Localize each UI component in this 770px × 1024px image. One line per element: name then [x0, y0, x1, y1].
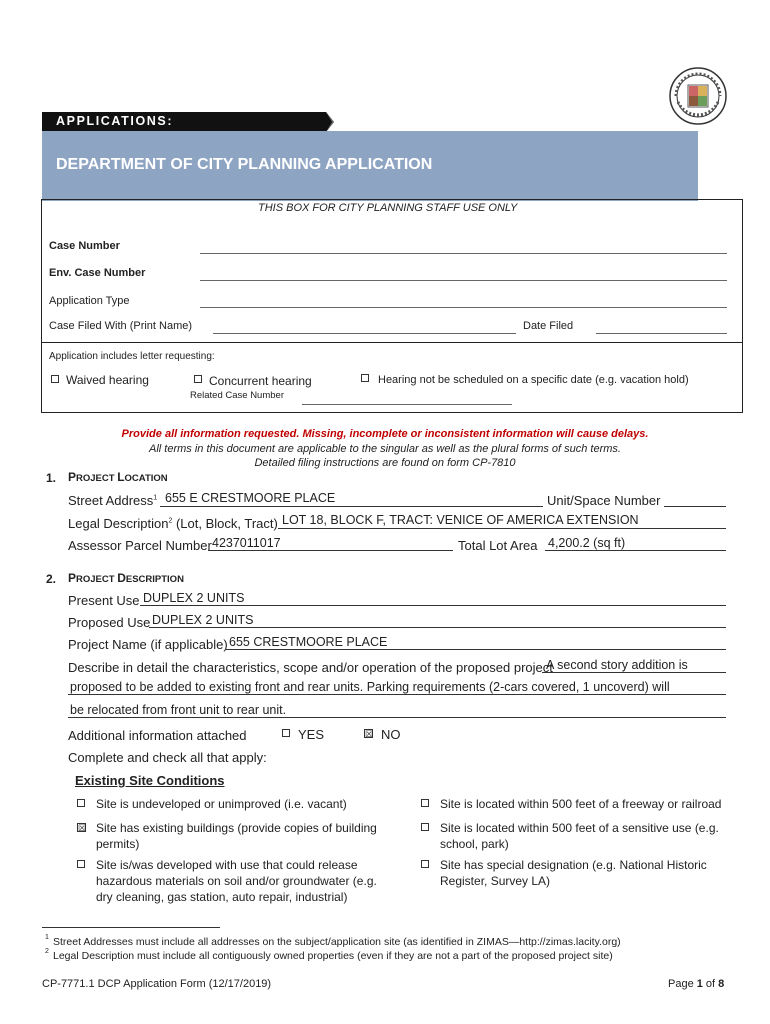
waived-hearing-checkbox[interactable]	[51, 375, 59, 383]
special-designation-label-1: Site has special designation (e.g. National Historic	[440, 858, 707, 872]
footnote-divider	[42, 927, 220, 928]
date-filed-field[interactable]	[596, 333, 727, 334]
date-filed-label: Date Filed	[523, 320, 574, 332]
sensitive-use-label-2: school, park)	[440, 837, 509, 851]
apn-value: 4237011017	[212, 536, 281, 550]
application-type-label: Application Type	[49, 295, 130, 307]
apn-label: Assessor Parcel Number	[68, 538, 212, 553]
present-use-value: DUPLEX 2 UNITS	[143, 591, 245, 605]
project-name-label: Project Name (if applicable)	[68, 637, 228, 652]
project-name-field[interactable]	[226, 649, 726, 650]
case-number-label: Case Number	[49, 240, 120, 252]
additional-info-no-label: NO	[381, 727, 401, 742]
hazardous-label-2: hazardous materials on soil and/or groundwater (e.g.	[96, 874, 377, 888]
section1-title: PROJECT LOCATION	[68, 470, 168, 484]
instructions-notice: Detailed filing instructions are found on form CP-7810	[254, 457, 516, 469]
env-case-number-label: Env. Case Number	[49, 267, 146, 279]
env-case-number-field[interactable]	[200, 280, 727, 281]
street-address-label: Street Address$^1$	[68, 493, 158, 508]
section1-number: 1.	[46, 471, 57, 485]
case-number-field[interactable]	[200, 253, 727, 254]
present-use-field[interactable]	[140, 605, 726, 606]
legal-description-value: LOT 18, BLOCK F, TRACT: VENICE OF AMERICA EXTENSION	[282, 513, 639, 527]
sensitive-use-label-1: Site is located within 500 feet of a sensitive use (e.g.	[440, 821, 719, 835]
letter-request-label: Application includes letter requesting:	[49, 351, 215, 362]
present-use-label: Present Use	[68, 593, 140, 608]
existing-buildings-checkbox[interactable]: ☒	[78, 823, 87, 833]
page-number: Page 1 of 8	[668, 978, 725, 990]
footnote-1-marker: 1	[45, 934, 49, 941]
hearing-not-scheduled-checkbox[interactable]	[361, 374, 369, 382]
project-name-value: 655 CRESTMOORE PLACE	[229, 635, 388, 649]
describe-value-line3: be relocated from front unit to rear unit.	[70, 703, 287, 717]
case-filed-with-label: Case Filed With (Print Name)	[49, 320, 193, 332]
describe-label: Describe in detail the characteristics, scope and/or operation of the proposed project	[68, 660, 553, 675]
case-filed-with-field[interactable]	[213, 333, 516, 334]
proposed-use-value: DUPLEX 2 UNITS	[152, 613, 254, 627]
section2-title: PROJECT DESCRIPTION	[68, 571, 184, 585]
describe-value-line1: A second story addition is	[546, 658, 688, 672]
warning-notice: Provide all information requested. Missing, incomplete or inconsistent information will cause delays.	[121, 428, 649, 440]
undeveloped-label: Site is undeveloped or unimproved (i.e. vacant)	[96, 797, 347, 811]
lot-area-field[interactable]	[545, 550, 726, 551]
concurrent-hearing-checkbox[interactable]	[194, 375, 202, 383]
unit-space-field[interactable]	[664, 506, 726, 507]
waived-hearing-label: Waived hearing	[66, 373, 149, 387]
lot-area-value: 4,200.2 (sq ft)	[548, 536, 626, 550]
concurrent-hearing-label: Concurrent hearing	[209, 374, 312, 388]
footnote-1: Street Addresses must include all addresses on the subject/application site (as identified in ZIMAS—http://zimas.lacity.org)	[53, 936, 621, 948]
additional-info-label: Additional information attached	[68, 728, 247, 743]
banner-label: APPLICATIONS:	[56, 114, 174, 128]
city-seal-logo	[668, 66, 728, 126]
hazardous-checkbox[interactable]	[77, 860, 85, 868]
lot-area-label: Total Lot Area	[458, 538, 538, 553]
page-title: DEPARTMENT OF CITY PLANNING APPLICATION	[56, 156, 433, 173]
special-designation-label-2: Register, Survey LA)	[440, 874, 551, 888]
application-type-field[interactable]	[200, 307, 727, 308]
freeway-checkbox[interactable]	[421, 799, 429, 807]
existing-buildings-label-2: permits)	[96, 837, 140, 851]
additional-info-yes-checkbox[interactable]	[282, 729, 290, 737]
terms-notice: All terms in this document are applicable to the singular as well as the plural forms of such terms.	[149, 443, 621, 455]
footnote-2-marker: 2	[45, 948, 49, 955]
street-address-field[interactable]	[160, 506, 543, 507]
proposed-use-label: Proposed Use	[68, 615, 151, 630]
describe-field-line3[interactable]	[68, 717, 726, 718]
freeway-label: Site is located within 500 feet of a freeway or railroad	[440, 797, 722, 811]
footnote-2: Legal Description must include all contiguously owned properties (even if they are not a part of the proposed project site)	[53, 950, 613, 962]
apn-field[interactable]	[208, 550, 453, 551]
special-designation-checkbox[interactable]	[421, 860, 429, 868]
staff-box-divider	[42, 342, 742, 343]
sensitive-use-checkbox[interactable]	[421, 823, 429, 831]
legal-description-label: Legal Description$^2$ (Lot, Block, Tract)	[68, 516, 278, 531]
existing-buildings-label-1: Site has existing buildings (provide copies of building	[96, 821, 377, 835]
section2-number: 2.	[46, 572, 57, 586]
complete-check-label: Complete and check all that apply:	[68, 750, 267, 765]
describe-value-line2: proposed to be added to existing front and rear units. Parking requirements (2-cars covered, 1 uncoverd) will	[70, 680, 670, 694]
related-case-number-field[interactable]	[302, 404, 512, 405]
hearing-not-scheduled-label: Hearing not be scheduled on a specific date (e.g. vacation hold)	[378, 374, 689, 386]
legal-description-field[interactable]	[278, 528, 726, 529]
related-case-number-label: Related Case Number	[190, 390, 284, 401]
undeveloped-checkbox[interactable]	[77, 799, 85, 807]
street-address-value: 655 E CRESTMOORE PLACE	[165, 491, 336, 505]
hazardous-label-3: dry cleaning, gas station, auto repair, industrial)	[96, 890, 348, 904]
describe-field-line2[interactable]	[68, 694, 726, 695]
additional-info-no-checkbox[interactable]: ☒	[365, 729, 374, 739]
proposed-use-field[interactable]	[149, 627, 726, 628]
hazardous-label-1: Site is/was developed with use that could release	[96, 858, 358, 872]
form-id: CP-7771.1 DCP Application Form (12/17/2019)	[42, 978, 272, 990]
describe-field-line1[interactable]	[542, 672, 726, 673]
existing-site-conditions-heading: Existing Site Conditions	[75, 773, 225, 788]
staff-box-caption: THIS BOX FOR CITY PLANNING STAFF USE ONLY	[258, 202, 518, 214]
unit-space-label: Unit/Space Number	[547, 493, 661, 508]
additional-info-yes-label: YES	[298, 727, 325, 742]
